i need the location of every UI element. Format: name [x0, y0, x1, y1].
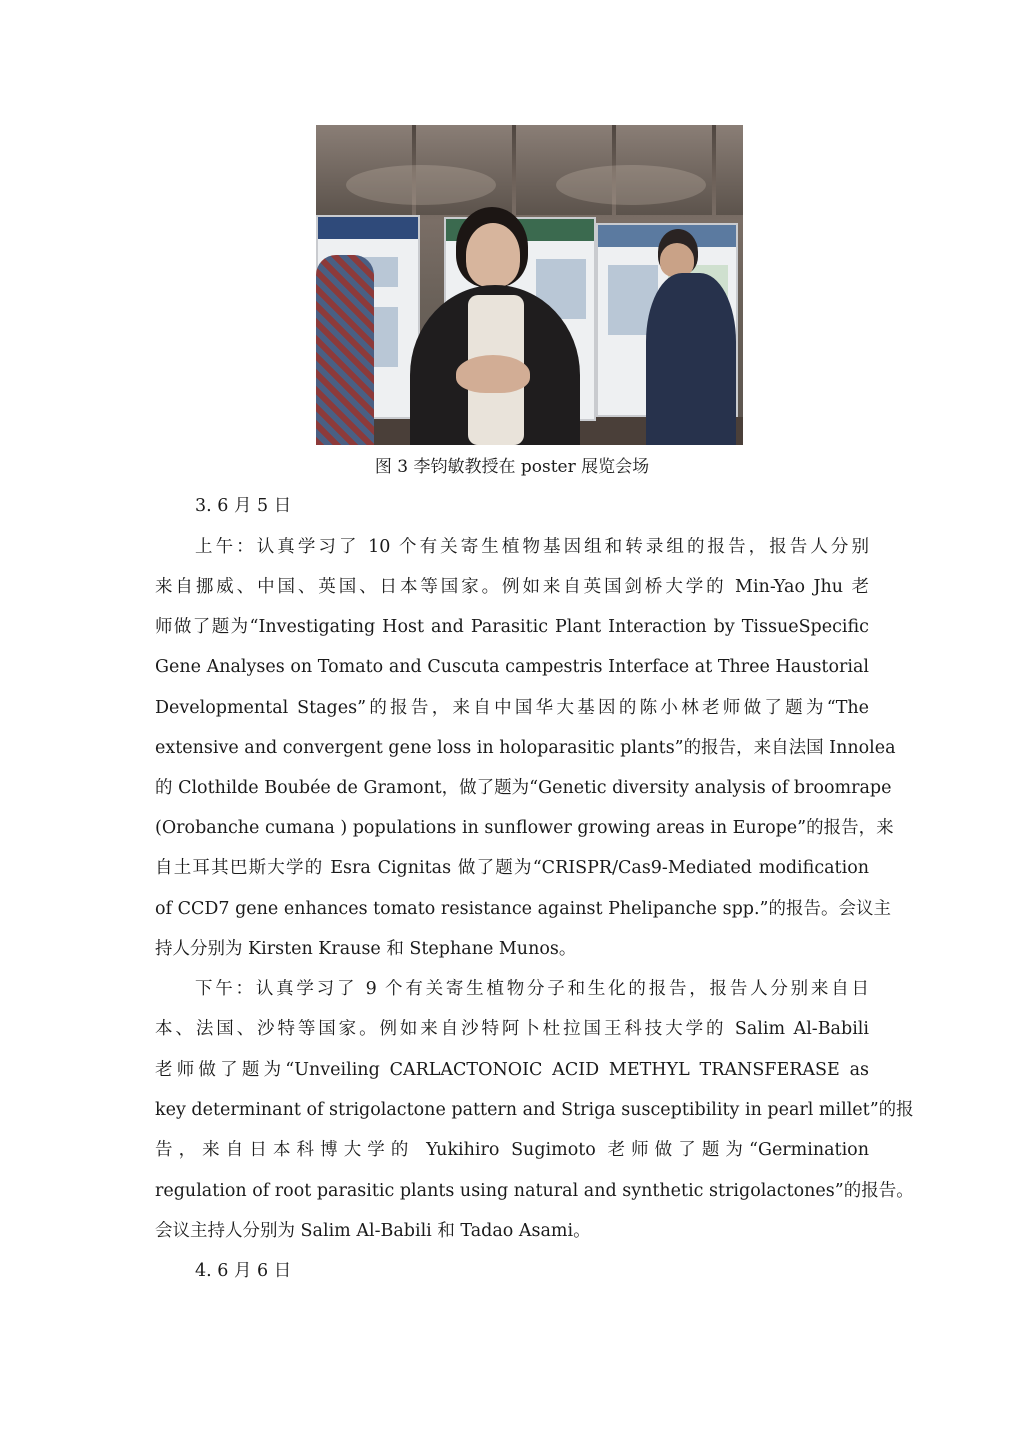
morning-line: 的 Clothilde Boubée de Gramont，做了题为“Genetic diversity analysis of broomrape [155, 778, 892, 798]
afternoon-line: 下午：认真学习了 9 个有关寄生植物分子和生化的报告，报告人分别来自日 [195, 979, 869, 999]
morning-line: 自土耳其巴斯大学的 Esra Cignitas 做了题为“CRISPR/Cas9-Mediated modification [155, 858, 869, 878]
morning-line: (Orobanche cumana ) populations in sunflower growing areas in Europe”的报告，来 [155, 818, 894, 838]
figure-caption: 图 3 李钧敏教授在 poster 展览会场 [374, 457, 650, 477]
afternoon-line: key determinant of strigolactone pattern and Striga susceptibility in pearl millet”的报 [155, 1100, 914, 1120]
morning-line: Developmental Stages”的报告，来自中国华大基因的陈小林老师做了题为“The [155, 698, 869, 718]
morning-line: Gene Analyses on Tomato and Cuscuta campestris Interface at Three Haustorial [155, 657, 869, 677]
afternoon-line: 老师做了题为“Unveiling CARLACTONOIC ACID METHYL TRANSFERASE as [155, 1060, 869, 1080]
section-heading: 3. 6 月 5 日 [195, 496, 292, 516]
conference-photo [316, 125, 743, 445]
section-heading: 4. 6 月 6 日 [195, 1261, 292, 1281]
morning-line: extensive and convergent gene loss in holoparasitic plants”的报告，来自法国 Innolea [155, 738, 896, 758]
morning-line: 来自挪威、中国、英国、日本等国家。例如来自英国剑桥大学的 Min-Yao Jhu 老 [155, 577, 869, 597]
afternoon-line: 本、法国、沙特等国家。例如来自沙特阿卜杜拉国王科技大学的 Salim Al-Babili [155, 1019, 869, 1039]
afternoon-line: 会议主持人分别为 Salim Al-Babili 和 Tadao Asami。 [155, 1221, 591, 1241]
morning-line: of CCD7 gene enhances tomato resistance against Phelipanche spp.”的报告。会议主 [155, 899, 891, 919]
morning-line: 师做了题为“Investigating Host and Parasitic Plant Interaction by TissueSpecific [155, 617, 869, 637]
morning-line: 上午：认真学习了 10 个有关寄生植物基因组和转录组的报告，报告人分别 [195, 537, 869, 557]
morning-line: 持人分别为 Kirsten Krause 和 Stephane Munos。 [155, 939, 577, 959]
afternoon-line: regulation of root parasitic plants using natural and synthetic strigolactones”的报告。 [155, 1181, 914, 1201]
afternoon-line: 告，来自日本科博大学的 Yukihiro Sugimoto 老师做了题为“Germination [155, 1140, 869, 1160]
